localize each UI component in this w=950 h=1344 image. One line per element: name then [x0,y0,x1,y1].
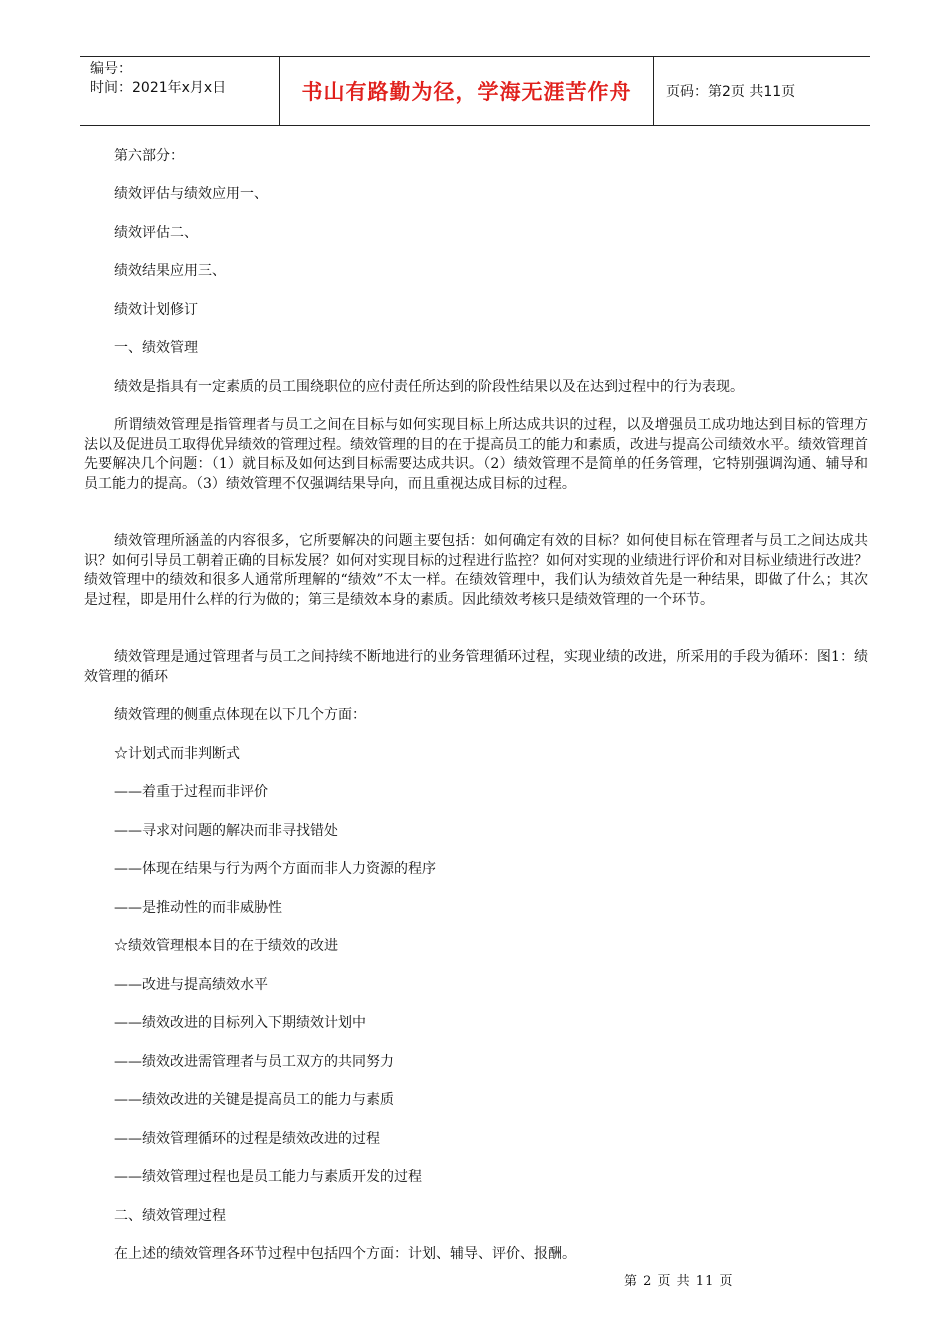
list-item: ——是推动性的而非威胁性 [114,900,282,916]
list-item: ——绩效改进的目标列入下期绩效计划中 [114,1015,366,1031]
list-heading: ☆绩效管理根本目的在于绩效的改进 [114,938,338,954]
body-line: 绩效计划修订 [114,302,198,318]
page-header [80,56,870,126]
list-item: ——着重于过程而非评价 [114,784,268,800]
body-line: 绩效管理的侧重点体现在以下几个方面： [114,707,366,723]
body-paragraph: 绩效管理是通过管理者与员工之间持续不断地进行的业务管理循环过程，实现业绩的改进，所采用的手段为循环：图1：绩效管理的循环 [84,649,868,685]
body-line: 绩效评估二、 [114,225,198,241]
list-item: ——绩效管理循环的过程是绩效改进的过程 [114,1131,380,1147]
document-time-label: 时间：2021年x月x日 [90,80,227,96]
list-heading: ☆计划式而非判断式 [114,746,240,762]
body-line: 绩效结果应用三、 [114,263,226,279]
section-heading: 二、绩效管理过程 [114,1208,226,1224]
list-item: ——改进与提高绩效水平 [114,977,268,993]
section-heading: 第六部分： [114,148,184,164]
list-item: ——绩效改进的关键是提高员工的能力与素质 [114,1092,394,1108]
body-paragraph: 绩效是指具有一定素质的员工围绕职位的应付责任所达到的阶段性结果以及在达到过程中的行为表现。 [114,379,744,395]
document-number-label: 编号： [90,61,132,77]
list-item: ——寻求对问题的解决而非寻找错处 [114,823,338,839]
page-footer: 第 2 页 共 11 页 [624,1274,734,1289]
body-line: 绩效评估与绩效应用一、 [114,186,268,202]
list-item: ——绩效管理过程也是员工能力与素质开发的过程 [114,1169,422,1185]
body-paragraph: 绩效管理所涵盖的内容很多，它所要解决的问题主要包括：如何确定有效的目标？如何使目标在管理者与员工之间达成共识？如何引导员工朝着正确的目标发展？如何对实现目标的过程进行监控？如何对实现的业绩进行评价和对目标业绩进行改进？绩效管理中的绩效和很多人通常所理解的“绩效”不太一样。在绩效管理中，我们认为绩效首先是一种结果，即做了什么；其次是过程，即是用什么样的行为做的；第三是绩效本身的素质。因此绩效考核只是绩效管理的一个环节。 [84,533,868,608]
body-paragraph: 所谓绩效管理是指管理者与员工之间在目标与如何实现目标上所达成共识的过程，以及增强员工成功地达到目标的管理方法以及促进员工取得优异绩效的管理过程。绩效管理的目的在于提高员工的能力和素质，改进与提高公司绩效水平。绩效管理首先要解决几个问题：（1）就目标及如何达到目标需要达成共识。（2）绩效管理不是简单的任务管理，它特别强调沟通、辅导和员工能力的提高。（3）绩效管理不仅强调结果导向，而且重视达成目标的过程。 [84,417,868,492]
section-heading: 一、绩效管理 [114,340,198,356]
header-motto: 书山有路勤为径，学海无涯苦作舟 [280,57,654,125]
header-meta [80,57,280,125]
body-line: 在上述的绩效管理各环节过程中包括四个方面：计划、辅导、评价、报酬。 [114,1246,576,1262]
list-item: ——体现在结果与行为两个方面而非人力资源的程序 [114,861,436,877]
header-page-info: 页码：第2页 共11页 [666,84,796,100]
list-item: ——绩效改进需管理者与员工双方的共同努力 [114,1054,394,1070]
